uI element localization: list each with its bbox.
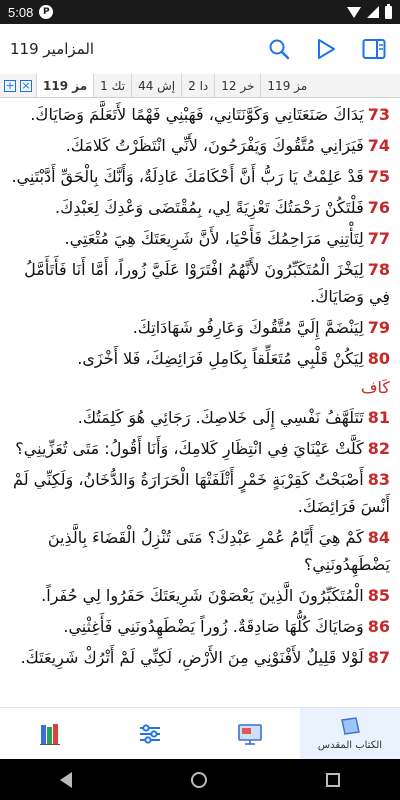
search-icon[interactable]	[268, 38, 290, 60]
verse-text: وَصَايَاكَ كُلُّهَا صَادِقَةٌ. زُوراً يَضْطَهِدُونَنِي فَأَغِثْنِي.	[63, 617, 364, 636]
verse-number: 86	[367, 617, 390, 636]
verse[interactable]	[10, 99, 390, 130]
tab-bar	[0, 74, 400, 98]
verse-text: قَدْ عَلِمْتُ يَا رَبُّ أَنَّ أَحْكَامَكَ عَادِلَةٌ، وَأَنَّكَ بِالْحَقِّ أَدَّبْتَنِي.	[11, 167, 364, 186]
tab-active[interactable]: مز 119	[36, 74, 93, 97]
verse[interactable]	[10, 642, 390, 673]
signal-icon	[367, 6, 379, 18]
tab-exodus[interactable]: خر 12	[214, 74, 260, 97]
sliders-icon	[138, 723, 162, 745]
verse[interactable]	[10, 161, 390, 192]
nav-media[interactable]	[200, 723, 300, 745]
wifi-icon	[347, 7, 361, 18]
add-tab-button[interactable]: +	[5, 79, 15, 92]
tab-isaiah[interactable]: إش 44	[131, 74, 181, 97]
nav-settings[interactable]	[100, 723, 200, 745]
verse-number: 81	[367, 408, 390, 427]
nav-bible-label: الكتاب المقدس	[317, 740, 383, 751]
verse-number: 74	[367, 136, 390, 155]
play-icon[interactable]	[316, 38, 336, 60]
verse[interactable]	[10, 312, 390, 343]
verse-text: يَدَاكَ صَنَعَتَانِي وَكَوَّنَتَانِي، فَهَبْنِي فَهْمًا لأَتَعَلَّمَ وَصَايَاكَ.	[30, 105, 364, 124]
verse-number: 85	[367, 586, 390, 605]
verse-text: الْمُتَكَبِّرُونَ الَّذِينَ يَعْصَوْنَ شَرِيعَتَكَ حَفَرُوا لِي حُفَراً.	[41, 586, 364, 605]
books-icon	[39, 722, 61, 746]
verse[interactable]	[10, 254, 390, 312]
split-view-icon[interactable]	[362, 38, 386, 60]
verse-number: 79	[367, 318, 390, 337]
verse-text: تَتَلَهَّفُ نَفْسِي إِلَى خَلاصِكَ. رَجَائِي هُوَ كَلِمَتُكَ.	[77, 408, 364, 427]
battery-icon	[385, 6, 392, 19]
verse-number: 83	[367, 470, 390, 489]
verse-text: لِيَنْضَمَّ إِلَيَّ مُتَّقُوكَ وَعَارِفُو شَهَادَاتِكَ.	[132, 318, 364, 337]
verse-number: 75	[367, 167, 390, 186]
tab-psalms[interactable]: مز 119	[260, 74, 313, 97]
verse-text: أَصْبَحْتُ كَقِرْبَةٍ خَمْرٍ أَتْلَفَتْهَا الْحَرَارَةُ وَالدُّخَانُ، وَلَكِنِّي لَمْ أَنْسَ فَرَائِضَكَ.	[13, 470, 390, 516]
nav-library[interactable]	[0, 722, 100, 746]
status-bar	[0, 0, 400, 24]
verse-text: كَلَّتْ عَيْنَايَ فِي انْتِظَارِ كَلامِكَ، وَأَنَا أَقُولُ: مَتَى تُعَزِّينِي؟	[15, 439, 364, 458]
tab-daniel[interactable]: دا 2	[181, 74, 214, 97]
verse[interactable]	[10, 580, 390, 611]
section-heading: كَاف	[360, 378, 390, 397]
close-tab-button[interactable]: ×	[21, 79, 31, 92]
notification-p-icon: P	[39, 5, 53, 19]
verse[interactable]	[10, 611, 390, 642]
nav-bible[interactable]	[300, 708, 400, 759]
page-title[interactable]: المزامير 119	[10, 40, 95, 58]
verse-text: لَوْلا قَلِيلٌ لأَفْنَوْنِي مِنَ الأَرْضِ، لَكِنِّي لَمْ أَتْرُكْ شَرِيعَتَكَ.	[20, 648, 364, 667]
recents-icon[interactable]	[326, 773, 340, 787]
verse-text: لِيَكُنْ قَلْبِي مُتَعَلِّقاً بِكَامِلِ فَرَائِضِكَ، فَلا أَخْزَى.	[77, 349, 364, 368]
back-icon[interactable]	[60, 772, 72, 788]
bible-book-icon	[338, 716, 362, 738]
verse[interactable]	[10, 522, 390, 580]
verse-number: 80	[367, 349, 390, 368]
verse-text: كَمْ هِيَ أَيَّامُ عُمْرِ عَبْدِكَ؟ مَتَى تُنْزِلُ الْقَضَاءَ بِالَّذِينَ يَضْطَهِدُونَنِي؟	[47, 528, 390, 574]
tab-genesis[interactable]: تك 1	[93, 74, 131, 97]
verse-number: 73	[367, 105, 390, 124]
verse[interactable]	[10, 223, 390, 254]
verse-text: لِتَأْتِنِي مَرَاحِمُكَ فَأَحْيَا، لأَنَّ شَرِيعَتَكَ هِيَ مُتْعَتِي.	[64, 229, 364, 248]
verse[interactable]	[10, 464, 390, 522]
verse-text: فَلْتَكُنْ رَحْمَتُكَ تَعْزِيَةً لِي، بِمُقْتَضَى وَعْدِكَ لِعَبْدِكَ.	[55, 198, 364, 217]
verse[interactable]	[10, 402, 390, 433]
bottom-nav	[0, 707, 400, 759]
verse[interactable]	[10, 433, 390, 464]
presentation-icon	[237, 723, 263, 745]
verse-content[interactable]	[0, 99, 400, 707]
home-icon[interactable]	[191, 772, 207, 788]
status-time: 5:08	[8, 4, 34, 20]
verse[interactable]	[10, 130, 390, 161]
verse-number: 87	[367, 648, 390, 667]
verse-number: 76	[367, 198, 390, 217]
app-bar	[0, 24, 400, 74]
verse-number: 78	[367, 260, 390, 279]
verse[interactable]	[10, 192, 390, 223]
verse-number: 84	[367, 528, 390, 547]
verse-number: 82	[367, 439, 390, 458]
verse-text: لِيَخْزَ الْمُتَكَبِّرُونَ لأَنَّهُمُ افْتَرَوْا عَلَيَّ زُوراً، أَمَّا أَنَا فَأَتَأَمَّلُ فِي وَصَايَاكَ.	[24, 260, 390, 306]
verse-text: فَيَرَانِي مُتَّقُوكَ وَيَفْرَحُونَ، لأَنِّي انْتَظَرْتُ كَلامَكَ.	[65, 136, 364, 155]
system-nav-bar	[0, 759, 400, 800]
verse-number: 77	[367, 229, 390, 248]
verse[interactable]	[10, 343, 390, 374]
